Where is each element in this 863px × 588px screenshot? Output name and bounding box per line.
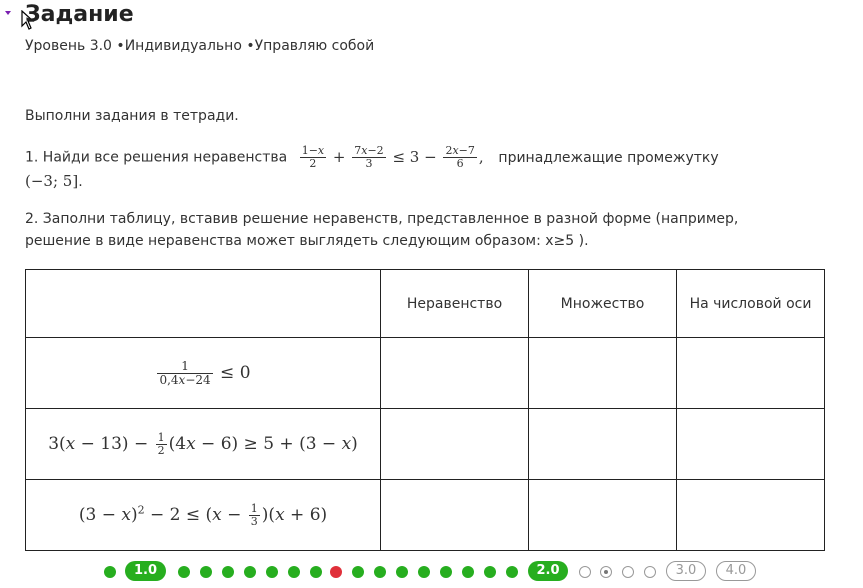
progress-dot[interactable] (178, 566, 190, 578)
task-intro: Выполни задания в тетради. (25, 108, 239, 124)
progress-dot[interactable] (374, 566, 386, 578)
progress-dot[interactable] (484, 566, 496, 578)
item1-suffix: принадлежащие промежутку (498, 149, 719, 166)
answer-cell (677, 338, 825, 409)
progress-dot[interactable] (310, 566, 322, 578)
level-pill-4[interactable]: 4.0 (716, 561, 756, 581)
progress-dot[interactable] (244, 566, 256, 578)
progress-dot[interactable] (104, 566, 116, 578)
answer-cell (381, 409, 529, 480)
progress-dot[interactable] (440, 566, 452, 578)
progress-dot[interactable] (288, 566, 300, 578)
progress-bar (0, 558, 863, 588)
header-empty (26, 270, 381, 338)
task-item-1: 1. Найди все решения неравенства $\frac{1-x}{2}$ + $\frac{7x-2}{3}$ ≤ 3 − $\frac{2x-7}{6}$ , принадлежащие промежутку (−3; 5]. (25, 144, 719, 190)
item1-prefix: 1. Найди все решения неравенства (25, 149, 288, 166)
level-label: Уровень 3.0 (25, 38, 112, 54)
progress-dot-empty[interactable] (622, 566, 634, 578)
table-row (26, 480, 825, 551)
progress-dot[interactable] (462, 566, 474, 578)
answer-cell (677, 480, 825, 551)
item1-interval: (−3; 5] (25, 172, 79, 190)
answer-cell (529, 409, 677, 480)
collapse-caret-icon[interactable] (5, 11, 11, 15)
progress-dot[interactable] (396, 566, 408, 578)
progress-dot-empty[interactable] (579, 566, 591, 578)
progress-dot[interactable] (266, 566, 278, 578)
answer-table (25, 269, 825, 551)
table-header-row (26, 270, 825, 338)
header-set: Множество (529, 270, 677, 338)
answer-cell (529, 338, 677, 409)
level-pill-1[interactable]: 1.0 (125, 561, 166, 581)
item1-inequality: $\frac{1-x}{2}$ + $\frac{7x-2}{3}$ ≤ 3 − $\frac{2x-7}{6}$ , (301, 144, 489, 170)
answer-cell (381, 338, 529, 409)
progress-dot[interactable] (418, 566, 430, 578)
progress-dot-error[interactable] (330, 566, 342, 578)
expression-cell: $\frac{1}{0,4x-24}$ ≤ 0 (26, 338, 381, 409)
mode-label: • Индивидуально (112, 38, 246, 54)
header-inequality: Неравенство (381, 270, 529, 338)
progress-dot[interactable] (200, 566, 212, 578)
progress-dot[interactable] (352, 566, 364, 578)
progress-dot[interactable] (222, 566, 234, 578)
progress-dot[interactable] (506, 566, 518, 578)
expression-cell: $(3 - x)^2 - 2 \le (x$ − $\frac{1}{3}$ )(x + 6) (26, 480, 381, 551)
task-meta (25, 38, 374, 54)
task-title: Задание (25, 2, 134, 27)
level-pill-2[interactable]: 2.0 (528, 561, 568, 581)
level-pill-3[interactable]: 3.0 (666, 561, 706, 581)
table-row (26, 409, 825, 480)
progress-dot-current[interactable] (600, 566, 612, 578)
progress-dot-empty[interactable] (644, 566, 656, 578)
table-row (26, 338, 825, 409)
task-item-2: 2. Заполни таблицу, вставив решение неравенств, представленное в разной форме (например, решение в виде неравенства может выглядеть следующим образом: x≥5 ). (25, 211, 739, 249)
answer-cell (381, 480, 529, 551)
answer-cell (677, 409, 825, 480)
header-number-line: На числовой оси (677, 270, 825, 338)
expression-cell: 3(x − 13) − $\frac{1}{2}$ (4x − 6) ≥ 5 + (3 − x) (26, 409, 381, 480)
skill-label: • Управляю собой (246, 38, 374, 54)
answer-cell (529, 480, 677, 551)
